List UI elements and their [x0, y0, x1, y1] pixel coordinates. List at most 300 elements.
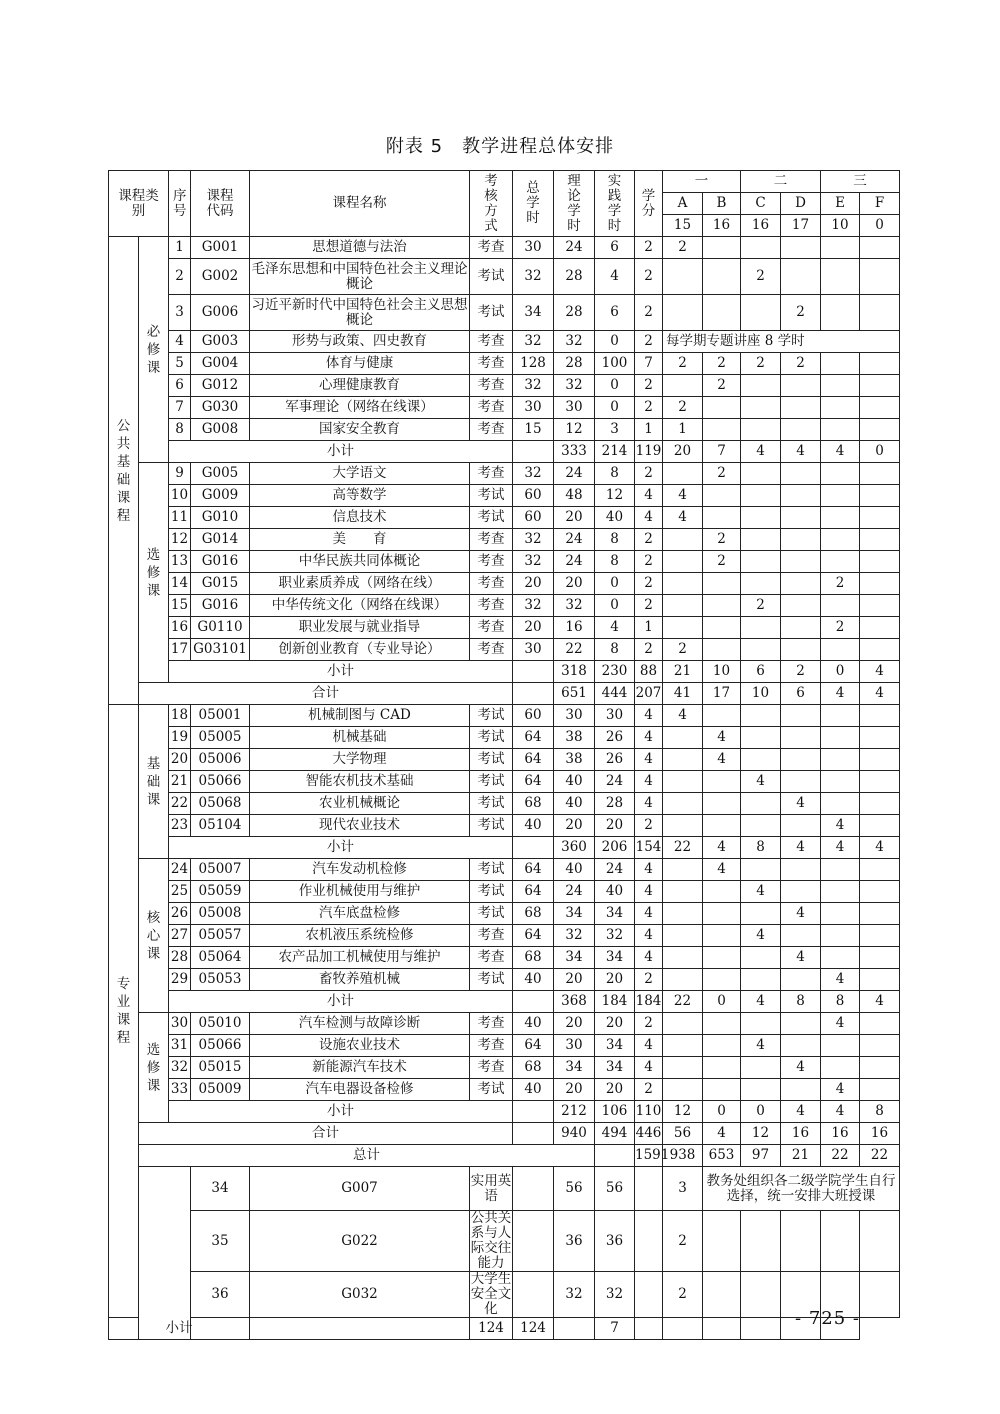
term-a-hours	[663, 595, 703, 617]
term-e-hours	[821, 507, 860, 529]
course-row	[109, 1035, 900, 1057]
course-name: 农机液压系统检修	[250, 925, 470, 947]
course-practice: 110	[635, 1101, 663, 1123]
term-a-hours: 10	[703, 661, 741, 683]
term-c-hours	[741, 485, 781, 507]
course-seq: 14	[169, 573, 191, 595]
course-name: 智能农机技术基础	[250, 771, 470, 793]
term-f-hours	[860, 551, 900, 573]
total-row	[109, 1145, 900, 1167]
course-seq: 30	[169, 1013, 191, 1035]
course-practice: 8	[595, 551, 635, 573]
header-category: 课程类别	[109, 171, 169, 237]
course-credit: 2	[635, 375, 663, 397]
course-total: 651	[554, 683, 595, 705]
course-seq: 13	[169, 551, 191, 573]
course-exam: 考查	[470, 1035, 513, 1057]
term-a-hours	[663, 727, 703, 749]
course-total: 212	[554, 1101, 595, 1123]
term-f-hours	[860, 419, 900, 441]
course-exam: 考查	[470, 947, 513, 969]
term-d-hours	[781, 771, 821, 793]
course-practice: 446	[635, 1123, 663, 1145]
term-a-hours	[663, 1079, 703, 1101]
exam-cell	[513, 683, 554, 705]
course-seq: 29	[169, 969, 191, 991]
term-d-hours	[781, 859, 821, 881]
subtotal-row	[109, 661, 900, 683]
course-practice: 24	[595, 771, 635, 793]
course-total: 32	[513, 331, 554, 353]
term-e-hours	[821, 881, 860, 903]
course-row	[109, 639, 900, 661]
course-name: 思想道德与法治	[250, 237, 470, 259]
course-code: 05068	[191, 793, 250, 815]
term-b-hours: 6	[741, 661, 781, 683]
term-a-hours	[703, 1272, 741, 1318]
course-seq: 33	[169, 1079, 191, 1101]
course-practice: 3	[595, 419, 635, 441]
course-exam: 考查	[470, 237, 513, 259]
subtotal-row	[109, 837, 900, 859]
course-theory: 20	[554, 1079, 595, 1101]
header-year-1: 一	[663, 171, 741, 193]
course-practice: 0	[595, 375, 635, 397]
weeks-f: 0	[860, 215, 900, 237]
term-c-hours: 4	[781, 1101, 821, 1123]
course-seq: 11	[169, 507, 191, 529]
term-c-hours	[741, 793, 781, 815]
term-c-hours	[741, 375, 781, 397]
term-d-hours	[781, 815, 821, 837]
course-row	[109, 353, 900, 375]
total-row	[109, 683, 900, 705]
term-b-hours	[663, 1318, 703, 1340]
term-a-hours	[663, 815, 703, 837]
term-f-hours	[860, 771, 900, 793]
course-code: G012	[191, 375, 250, 397]
course-code: G007	[250, 1167, 470, 1211]
course-theory: 40	[554, 771, 595, 793]
header-year-2: 二	[741, 171, 821, 193]
term-e-hours: 4	[860, 991, 900, 1013]
grand-total-label: 总计	[139, 1145, 595, 1167]
course-seq: 36	[191, 1272, 250, 1318]
total-row	[109, 1123, 900, 1145]
course-row	[109, 237, 900, 259]
course-exam: 考查	[470, 375, 513, 397]
course-row	[109, 881, 900, 903]
subtotal-label: 小计	[169, 661, 513, 683]
term-e-hours: 4	[860, 683, 900, 705]
course-theory: 32	[554, 331, 595, 353]
term-a-hours	[663, 1013, 703, 1035]
term-b-hours	[703, 1035, 741, 1057]
course-practice: 6	[595, 295, 635, 331]
course-total: 56	[554, 1167, 595, 1211]
term-e-hours	[860, 1272, 900, 1318]
course-exam: 考试	[470, 485, 513, 507]
course-theory: 24	[554, 529, 595, 551]
term-d-hours	[781, 1079, 821, 1101]
course-name: 农业机械概论	[250, 793, 470, 815]
course-total: 32	[513, 375, 554, 397]
term-b-hours	[703, 419, 741, 441]
term-c-hours	[741, 397, 781, 419]
course-total: 68	[513, 903, 554, 925]
course-credit: 2	[635, 595, 663, 617]
course-seq: 7	[169, 397, 191, 419]
course-row	[109, 295, 900, 331]
course-credit: 4	[635, 793, 663, 815]
course-total: 60	[513, 507, 554, 529]
header-code: 课程代码	[191, 171, 250, 237]
term-a-hours: 2	[663, 639, 703, 661]
term-b-hours	[703, 485, 741, 507]
course-theory: 28	[554, 295, 595, 331]
course-practice: 20	[595, 969, 635, 991]
term-f-hours	[860, 793, 900, 815]
term-d-hours	[781, 573, 821, 595]
term-e-hours: 0	[860, 441, 900, 463]
term-b-hours	[703, 815, 741, 837]
term-e-hours: 8	[860, 1101, 900, 1123]
teaching-schedule-table	[108, 170, 900, 1340]
course-name: 畜牧养殖机械	[250, 969, 470, 991]
term-d-hours	[781, 237, 821, 259]
term-e-hours	[821, 397, 860, 419]
course-name: 国家安全教育	[250, 419, 470, 441]
term-a-hours	[663, 771, 703, 793]
course-row	[109, 259, 900, 295]
header-year-3: 三	[821, 171, 900, 193]
course-theory: 34	[554, 947, 595, 969]
course-theory: 38	[554, 727, 595, 749]
term-c-hours: 4	[741, 881, 781, 903]
term-c-hours: 4	[781, 441, 821, 463]
course-total: 36	[554, 1211, 595, 1272]
course-name: 体育与健康	[250, 353, 470, 375]
term-e-hours	[821, 749, 860, 771]
course-total: 128	[513, 353, 554, 375]
course-practice: 184	[635, 991, 663, 1013]
course-code: G010	[191, 507, 250, 529]
term-c: C	[741, 193, 781, 215]
course-theory: 30	[554, 397, 595, 419]
term-c-hours: 8	[781, 991, 821, 1013]
total-label: 合计	[139, 683, 513, 705]
course-code: G004	[191, 353, 250, 375]
term-a-hours	[663, 881, 703, 903]
subgroup-basic-label: 基础课	[146, 755, 161, 808]
course-credit: 2	[635, 551, 663, 573]
course-name: 现代农业技术	[250, 815, 470, 837]
course-seq: 10	[169, 485, 191, 507]
course-total: 64	[513, 749, 554, 771]
term-c-hours	[781, 1211, 821, 1272]
course-credit: 22	[663, 991, 703, 1013]
term-e-hours	[821, 925, 860, 947]
term-e-hours: 4	[860, 837, 900, 859]
group-professional-label: 专业课程	[116, 976, 131, 1046]
term-d-hours	[781, 375, 821, 397]
course-seq: 22	[169, 793, 191, 815]
course-theory: 22	[554, 639, 595, 661]
term-c-hours	[741, 463, 781, 485]
course-row	[109, 947, 900, 969]
term-a-hours: 4	[663, 705, 703, 727]
term-d-hours	[781, 551, 821, 573]
course-exam	[513, 1167, 554, 1211]
term-b-hours	[703, 397, 741, 419]
course-name: 心理健康教育	[250, 375, 470, 397]
course-row	[109, 1079, 900, 1101]
course-practice: 119	[635, 441, 663, 463]
schedule-note: 教务处组织各二级学院学生自行选择，统一安排大班授课	[703, 1167, 900, 1211]
term-e-hours: 2	[821, 617, 860, 639]
course-theory: 938	[663, 1145, 703, 1167]
course-credit: 4	[635, 859, 663, 881]
course-total: 20	[513, 573, 554, 595]
term-c-hours	[741, 507, 781, 529]
term-d-hours	[781, 595, 821, 617]
course-name: 习近平新时代中国特色社会主义思想概论	[250, 295, 470, 331]
term-d-hours: 4	[781, 947, 821, 969]
term-d-hours: 4	[821, 683, 860, 705]
term-e-hours	[821, 639, 860, 661]
course-theory: 32	[554, 595, 595, 617]
course-row	[109, 1167, 900, 1211]
course-credit: 56	[663, 1123, 703, 1145]
course-practice: 12	[595, 485, 635, 507]
course-row	[109, 749, 900, 771]
course-theory: 184	[595, 991, 635, 1013]
term-e-hours	[821, 551, 860, 573]
course-code: G032	[250, 1272, 470, 1318]
course-seq: 31	[169, 1035, 191, 1057]
course-seq: 25	[169, 881, 191, 903]
course-total: 333	[554, 441, 595, 463]
course-exam: 考试	[470, 859, 513, 881]
header-seq: 序号	[169, 171, 191, 237]
course-credit: 2	[635, 295, 663, 331]
course-practice: 28	[595, 793, 635, 815]
course-total: 360	[554, 837, 595, 859]
course-name: 大学物理	[250, 749, 470, 771]
term-e-hours	[821, 793, 860, 815]
course-practice: 32	[595, 925, 635, 947]
course-name: 汽车发动机检修	[250, 859, 470, 881]
term-b-hours: 2	[703, 353, 741, 375]
course-code: 05006	[191, 749, 250, 771]
term-d-hours	[781, 1035, 821, 1057]
course-credit: 97	[741, 1145, 781, 1167]
subtotal-label: 小计	[169, 1101, 513, 1123]
total-label: 合计	[139, 1123, 513, 1145]
course-row	[109, 331, 900, 353]
term-b: B	[703, 193, 741, 215]
course-code: 05005	[191, 727, 250, 749]
term-c-hours: 4	[741, 925, 781, 947]
subtotal-row	[109, 991, 900, 1013]
course-seq: 6	[169, 375, 191, 397]
term-d-hours: 2	[781, 353, 821, 375]
course-name: 汽车检测与故障诊断	[250, 1013, 470, 1035]
course-row	[109, 727, 900, 749]
course-code: G002	[191, 259, 250, 295]
term-e-hours: 4	[821, 1079, 860, 1101]
exam-cell	[513, 661, 554, 683]
term-d-hours	[781, 529, 821, 551]
term-f-hours	[860, 617, 900, 639]
course-seq: 1	[169, 237, 191, 259]
course-code: 05057	[191, 925, 250, 947]
term-e-hours: 4	[860, 661, 900, 683]
course-theory: 28	[554, 259, 595, 295]
course-practice: 30	[595, 705, 635, 727]
course-total: 940	[554, 1123, 595, 1145]
term-f-hours	[860, 705, 900, 727]
course-theory: 38	[554, 749, 595, 771]
term-d-hours	[781, 419, 821, 441]
course-total: 64	[513, 771, 554, 793]
term-c-hours: 4	[741, 1035, 781, 1057]
term-b-hours	[703, 793, 741, 815]
course-theory: 20	[554, 507, 595, 529]
term-b-hours	[703, 507, 741, 529]
term-a-hours	[635, 1318, 663, 1340]
term-c-hours	[741, 903, 781, 925]
course-exam: 考查	[470, 1013, 513, 1035]
term-e-hours	[821, 295, 860, 331]
term-b-hours: 2	[703, 375, 741, 397]
course-code: G008	[191, 419, 250, 441]
course-exam: 考试	[470, 1079, 513, 1101]
exam-cell	[513, 1123, 554, 1145]
course-credit: 1	[635, 617, 663, 639]
term-d-hours	[781, 705, 821, 727]
course-total: 124	[470, 1318, 513, 1340]
course-row	[109, 705, 900, 727]
subgroup-basic	[139, 705, 169, 859]
term-e-hours	[860, 1211, 900, 1272]
course-name: 大学生安全文化	[470, 1271, 512, 1317]
course-seq: 8	[169, 419, 191, 441]
term-d-hours	[781, 749, 821, 771]
course-theory: 28	[554, 353, 595, 375]
term-b-hours	[741, 1272, 781, 1318]
term-b-hours	[703, 595, 741, 617]
term-f-hours	[860, 295, 900, 331]
course-credit: 4	[635, 1035, 663, 1057]
course-credit: 2	[635, 1013, 663, 1035]
course-credit: 20	[663, 441, 703, 463]
course-total: 64	[513, 925, 554, 947]
course-practice: 24	[595, 859, 635, 881]
course-credit: 7	[595, 1318, 635, 1340]
term-a-hours	[663, 573, 703, 595]
term-a-hours: 0	[703, 1101, 741, 1123]
course-credit: 2	[635, 237, 663, 259]
course-credit: 4	[635, 947, 663, 969]
term-a-hours: 4	[703, 1123, 741, 1145]
term-c-hours	[741, 727, 781, 749]
term-e-hours	[821, 485, 860, 507]
term-d: D	[781, 193, 821, 215]
course-name: 公共关系与人际交往能力	[470, 1210, 512, 1271]
term-c-hours	[741, 639, 781, 661]
course-total: 68	[513, 947, 554, 969]
term-a-hours	[663, 749, 703, 771]
term-e-hours	[821, 903, 860, 925]
course-credit: 2	[635, 573, 663, 595]
term-a-hours	[663, 925, 703, 947]
weeks-a: 15	[663, 215, 703, 237]
term-a-hours: 4	[663, 485, 703, 507]
course-row	[109, 925, 900, 947]
course-practice: 26	[595, 749, 635, 771]
course-row	[109, 507, 900, 529]
term-d-hours	[781, 1013, 821, 1035]
term-b-hours: 4	[703, 749, 741, 771]
course-total: 32	[513, 551, 554, 573]
term-f-hours	[860, 1013, 900, 1035]
term-d-hours: 4	[781, 793, 821, 815]
course-total: 40	[513, 1013, 554, 1035]
course-practice: 8	[595, 463, 635, 485]
course-row	[109, 1211, 900, 1272]
course-code: 05064	[191, 947, 250, 969]
course-theory: 12	[554, 419, 595, 441]
course-credit: 22	[663, 837, 703, 859]
term-a-hours: 1	[663, 419, 703, 441]
term-d-hours	[781, 507, 821, 529]
subgroup-pro-elective	[139, 1013, 169, 1123]
term-d-hours	[741, 1318, 781, 1340]
term-b-hours	[703, 771, 741, 793]
course-row	[109, 815, 900, 837]
course-name: 实用英语	[470, 1167, 513, 1211]
header-practice: 实践学时	[595, 171, 635, 237]
term-c-hours: 4	[741, 771, 781, 793]
course-code: G016	[191, 551, 250, 573]
term-d-hours	[821, 1211, 860, 1272]
term-d-hours	[781, 639, 821, 661]
term-d-hours	[781, 259, 821, 295]
term-b-hours: 4	[703, 727, 741, 749]
term-b-hours	[703, 639, 741, 661]
course-credit: 4	[635, 1057, 663, 1079]
term-c-hours	[741, 295, 781, 331]
course-theory: 24	[554, 463, 595, 485]
term-f-hours	[860, 353, 900, 375]
term-c-hours	[741, 419, 781, 441]
course-name: 中华民族共同体概论	[250, 551, 470, 573]
subgroup-required	[139, 237, 169, 463]
course-code: G0110	[191, 617, 250, 639]
term-c-hours	[703, 1318, 741, 1340]
course-theory: 30	[554, 705, 595, 727]
course-practice: 34	[595, 1057, 635, 1079]
course-row	[109, 1057, 900, 1079]
course-name: 新能源汽车技术	[250, 1057, 470, 1079]
course-name: 汽车电器设备检修	[250, 1079, 470, 1101]
term-b-hours	[703, 925, 741, 947]
course-seq: 34	[191, 1167, 250, 1211]
course-code: G006	[191, 295, 250, 331]
term-c-hours	[741, 1079, 781, 1101]
course-practice: 0	[595, 397, 635, 419]
